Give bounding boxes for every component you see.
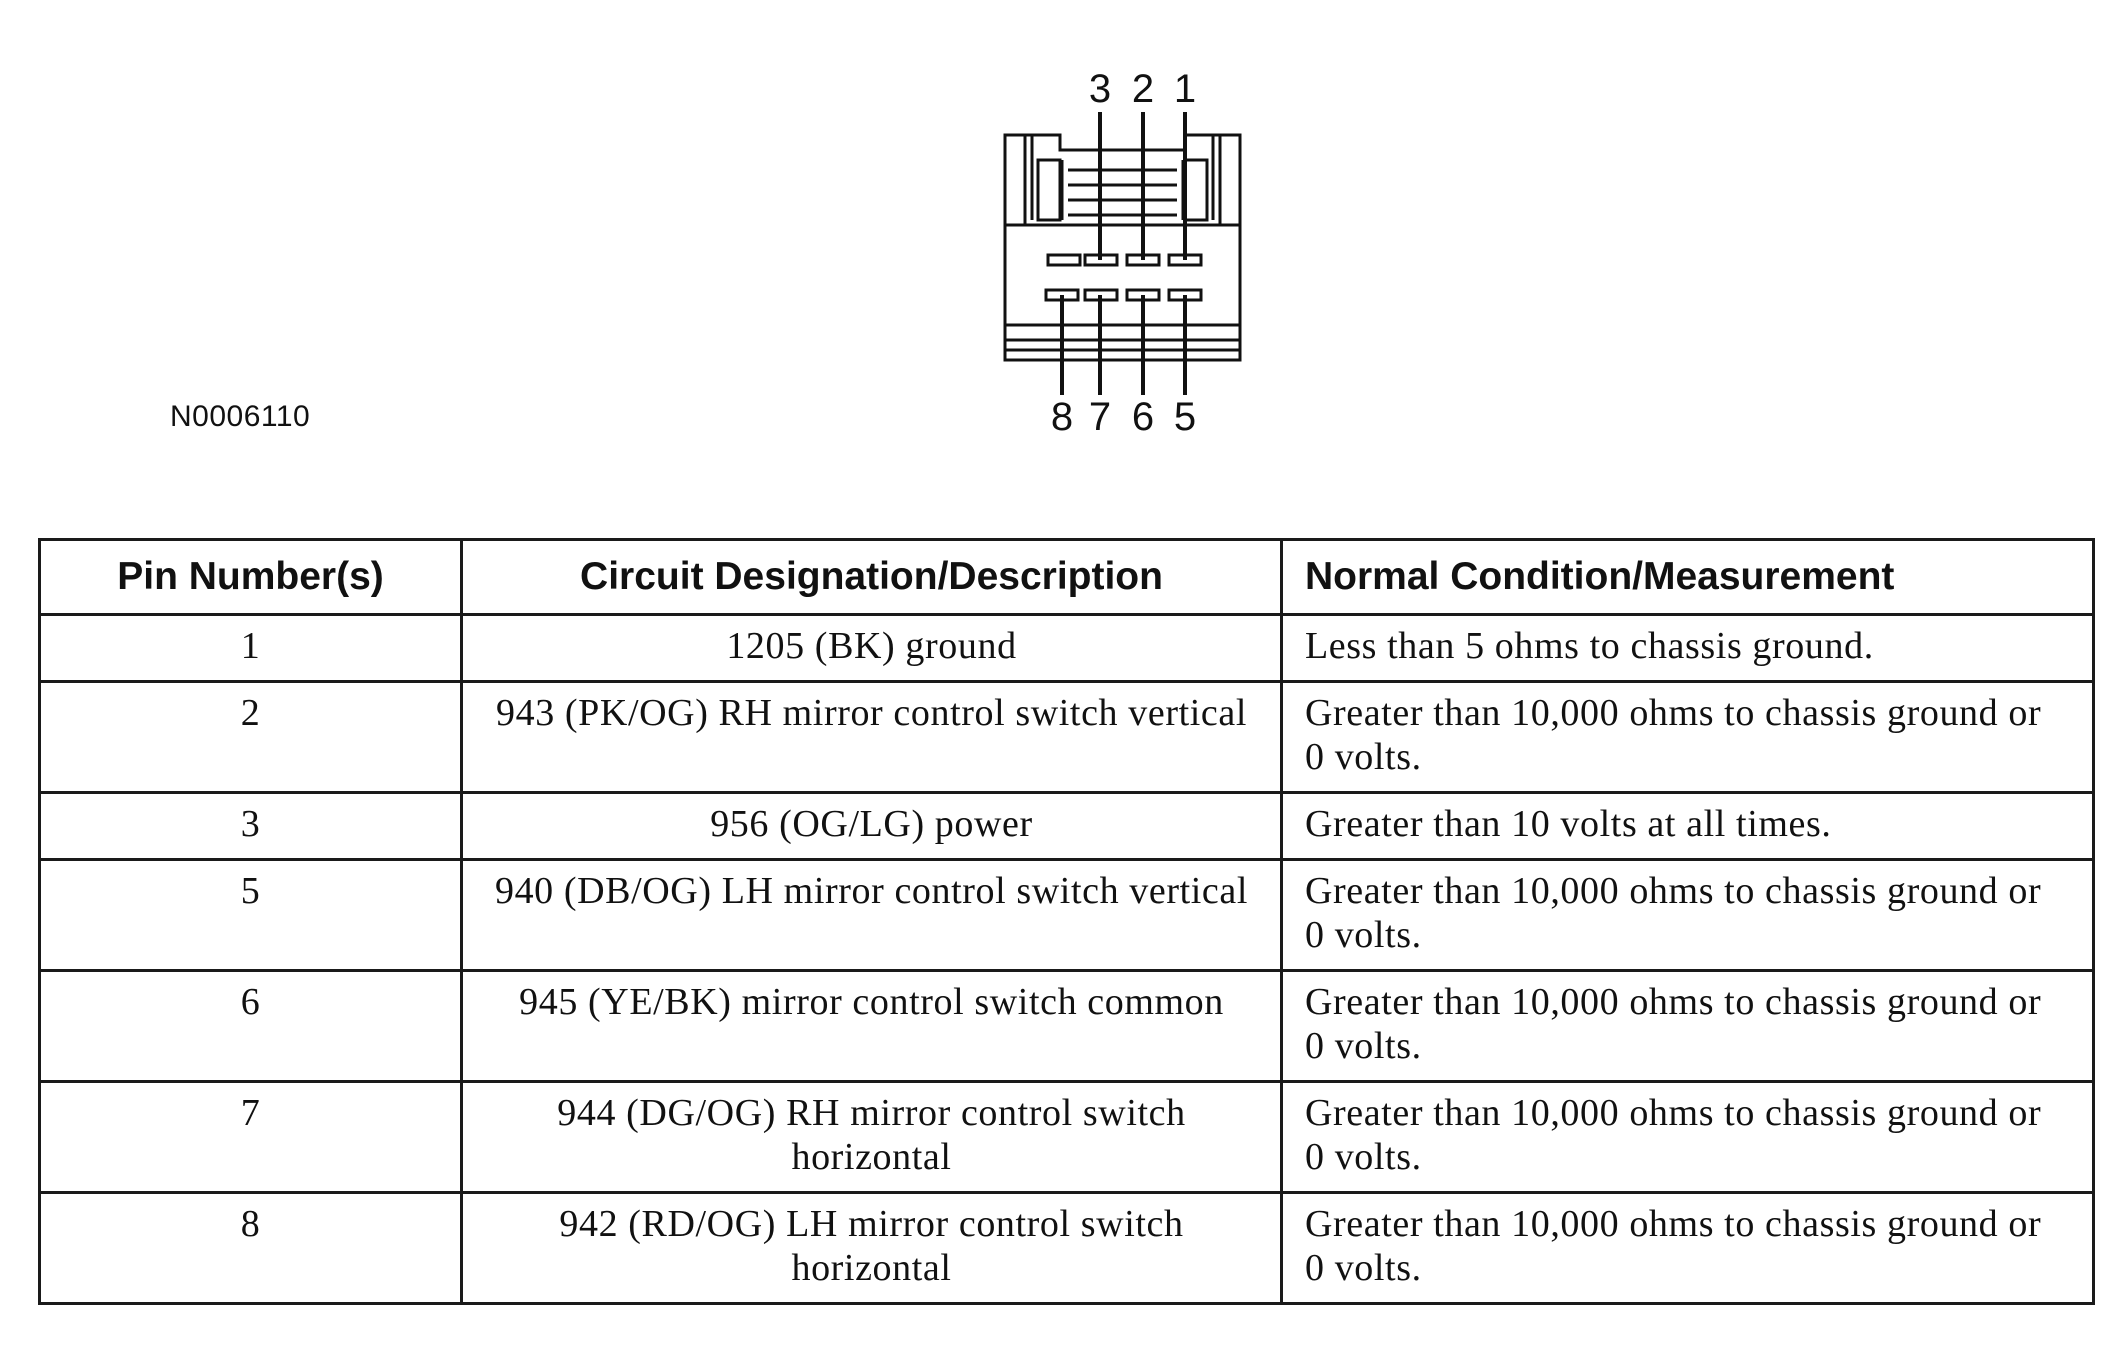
- pin-label-6: 6: [1131, 395, 1155, 439]
- measurement-cell: Less than 5 ohms to chassis ground.: [1282, 615, 2094, 682]
- pin-label-8: 8: [1050, 395, 1074, 439]
- pin-label-1: 1: [1173, 67, 1197, 111]
- table-header-row: [40, 540, 2094, 615]
- measurement-cell: Greater than 10,000 ohms to chassis ground or 0 volts.: [1282, 1082, 2094, 1193]
- pin-label-3: 3: [1088, 67, 1112, 111]
- pin-label-5: 5: [1173, 395, 1197, 439]
- measurement-cell: Greater than 10,000 ohms to chassis ground or 0 volts.: [1282, 682, 2094, 793]
- pin-cell: 6: [40, 971, 462, 1082]
- circuit-cell: 943 (PK/OG) RH mirror control switch vertical: [462, 682, 1282, 793]
- header-circuit: Circuit Designation/Description: [462, 540, 1282, 615]
- circuit-cell: 940 (DB/OG) LH mirror control switch vertical: [462, 860, 1282, 971]
- pin-cell: 3: [40, 793, 462, 860]
- pin-cell: 1: [40, 615, 462, 682]
- pin-cell: 2: [40, 682, 462, 793]
- measurement-cell: Greater than 10,000 ohms to chassis ground or 0 volts.: [1282, 971, 2094, 1082]
- table-row: [40, 860, 2094, 971]
- circuit-cell: 1205 (BK) ground: [462, 615, 1282, 682]
- table-row: [40, 1082, 2094, 1193]
- pin-label-7: 7: [1088, 395, 1112, 439]
- table-row: [40, 682, 2094, 793]
- connector-diagram: [980, 60, 1280, 460]
- connector-face-icon: [980, 60, 1280, 460]
- table-row: [40, 793, 2094, 860]
- circuit-cell: 945 (YE/BK) mirror control switch common: [462, 971, 1282, 1082]
- table-row: [40, 615, 2094, 682]
- circuit-cell: 944 (DG/OG) RH mirror control switch horizontal: [462, 1082, 1282, 1193]
- measurement-cell: Greater than 10 volts at all times.: [1282, 793, 2094, 860]
- measurement-cell: Greater than 10,000 ohms to chassis ground or 0 volts.: [1282, 1193, 2094, 1304]
- pin-label-2: 2: [1131, 67, 1155, 111]
- pin-cell: 7: [40, 1082, 462, 1193]
- table-row: [40, 1193, 2094, 1304]
- pin-cell: 8: [40, 1193, 462, 1304]
- table-row: [40, 971, 2094, 1082]
- circuit-cell: 956 (OG/LG) power: [462, 793, 1282, 860]
- figure-id: N0006110: [170, 400, 311, 433]
- pinout-table: [38, 538, 2095, 1305]
- header-normal-condition: Normal Condition/Measurement: [1282, 540, 2094, 615]
- pin-cell: 5: [40, 860, 462, 971]
- measurement-cell: Greater than 10,000 ohms to chassis ground or 0 volts.: [1282, 860, 2094, 971]
- header-pin-numbers: Pin Number(s): [40, 540, 462, 615]
- circuit-cell: 942 (RD/OG) LH mirror control switch horizontal: [462, 1193, 1282, 1304]
